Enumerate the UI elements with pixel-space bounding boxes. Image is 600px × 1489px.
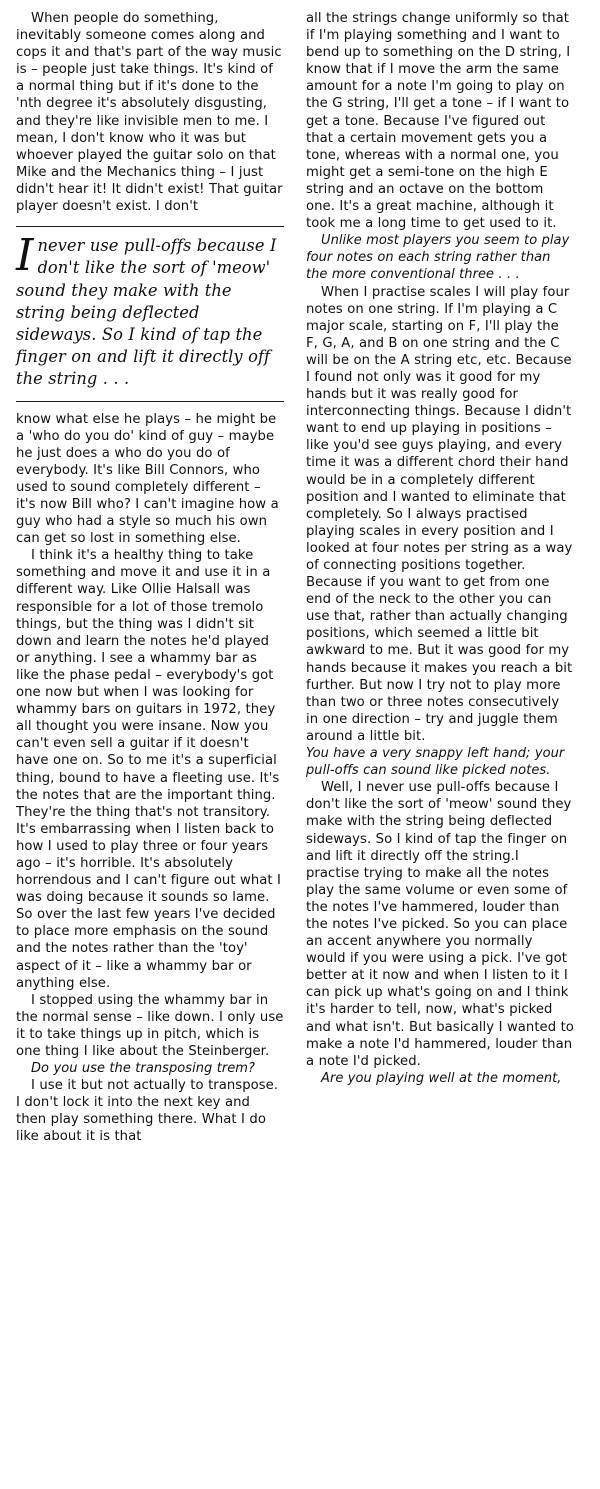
paragraph: all the strings change uniformly so that if I'm playing something and I want to bend up to something on the D string, I know that if I move the arm the same amount for a note I'm going to play on the G string, I'll get a tone – if I want to get a tone. Because I've figured out that a certain movement gets you a tone, whereas with a normal one, you might get a semi-tone on the high E string and an octave on the bottom one. It's a great machine, although it took me a long time to get used to it.	[306, 11, 571, 232]
paragraph: When people do something, inevitably someone comes along and cops it and that's part of the way music is – people just take things. It's kind of a normal thing but if it's done to the 'nth degree it's absolutely disgusting, and they're like invisible men to me. I mean, I don't know who it was but whoever played the guitar solo on that Mike and the Mechanics thing – I just didn't hear it! It didn't exist! That guitar player doesn't exist. I don't	[16, 11, 283, 215]
interview-question: You have a very snappy left hand; your pull-offs can sound like picked notes.	[306, 746, 565, 779]
interview-question: Are you playing well at the moment,	[321, 1070, 562, 1086]
interview-question: Unlike most players you seem to play four notes on each string rather than the more conventional three . . .	[306, 233, 570, 283]
pull-quote-text	[16, 230, 284, 390]
paragraph: know what else he plays – he might be a 'who do you do' kind of guy – maybe he just does a who do you do of everybody. It's like Bill Connors, who used to sound completely different – it's now Bill who? I can't imagine how a guy who had a style so much his own can get so lost in something else.	[16, 411, 279, 547]
paragraph: Well, I never use pull-offs because I don't like the sort of 'meow' sound they make with the string being deflected sideways. So I kind of tap the finger on and lift it directly off the string.I practise trying to make all the notes play the same volume or even some of the notes I've hammered, louder than the notes I've picked. So you can place an accent anywhere you normally would if you were using a pick. I've got better at it now and when I listen to it I can pick up what's going on and I think it's harder to tell, now, what's picked and what isn't. But basically I wanted to make a note I'd hammered, louder than a note I'd picked.	[306, 780, 574, 1069]
paragraph: When I practise scales I will play four notes on one string. If I'm playing a C major scale, starting on F, I'll play the F, G, A, and B on one string and the C will be on the A string etc, etc. Because I found not only was it good for my hands but it was really good for interconnecting things. Because I didn't want to end up playing in positions – like you'd see guys playing, and every time it was a different chord their hand would be in a completely different position and I wanted to eliminate that completely. So I always practised playing scales in every position and I looked at four notes per string as a way of connecting positions together. Because if you want to get from one end of the neck to the other you can use that, rather than actually changing positions, which seemed a little bit awkward to me. But it was good for my hands because it makes you reach a bit further. But now I try not to play more than two or three notes consecutively in one direction – try and juggle them around a little bit.	[306, 284, 573, 744]
paragraph: I think it's a healthy thing to take something and move it and use it in a different way. Like Ollie Halsall was responsible for a lot of those tremolo things, but the thing was I didn't sit down and learn the notes he'd played or anything. I see a whammy bar as like the phase pedal – everybody's got one now but when I was looking for whammy bars on guitars in 1972, they all thought you were insane. Now you can't even sell a guitar if it doesn't have one on. So to me it's a superficial thing, bound to have a fleeting use. It's the notes that are the important thing. They're the thing that's not transitory. It's embarrassing when I listen back to how I used to play three or four years ago – it's horrible. It's absolutely horrendous and I can't figure out what I was doing because it sounds so lame. So over the last few years I've decided to place more emphasis on the sound and the notes rather than the 'toy' aspect of it – like a whammy bar or anything else.	[16, 548, 281, 991]
interview-question: Do you use the transposing trem?	[31, 1061, 255, 1077]
text-column-right	[306, 10, 574, 1087]
paragraph: I use it but not actually to transpose. I don't lock it into the next key and then play something there. What I do like about it is that	[16, 1078, 279, 1145]
pull-quote-body: never use pull-offs because I don't like the sort of 'meow' sound they make with the string being deflected sideways. So I kind of tap the finger on and lift it directly off the string . . .	[16, 236, 277, 389]
pull-quote	[16, 226, 284, 401]
text-column-left	[16, 10, 284, 1146]
two-column-layout	[16, 10, 588, 1146]
drop-cap: I	[16, 230, 34, 282]
paragraph: I stopped using the whammy bar in the normal sense – like down. I only use it to take things up in pitch, which is one thing I like about the Steinberger.	[16, 992, 284, 1060]
